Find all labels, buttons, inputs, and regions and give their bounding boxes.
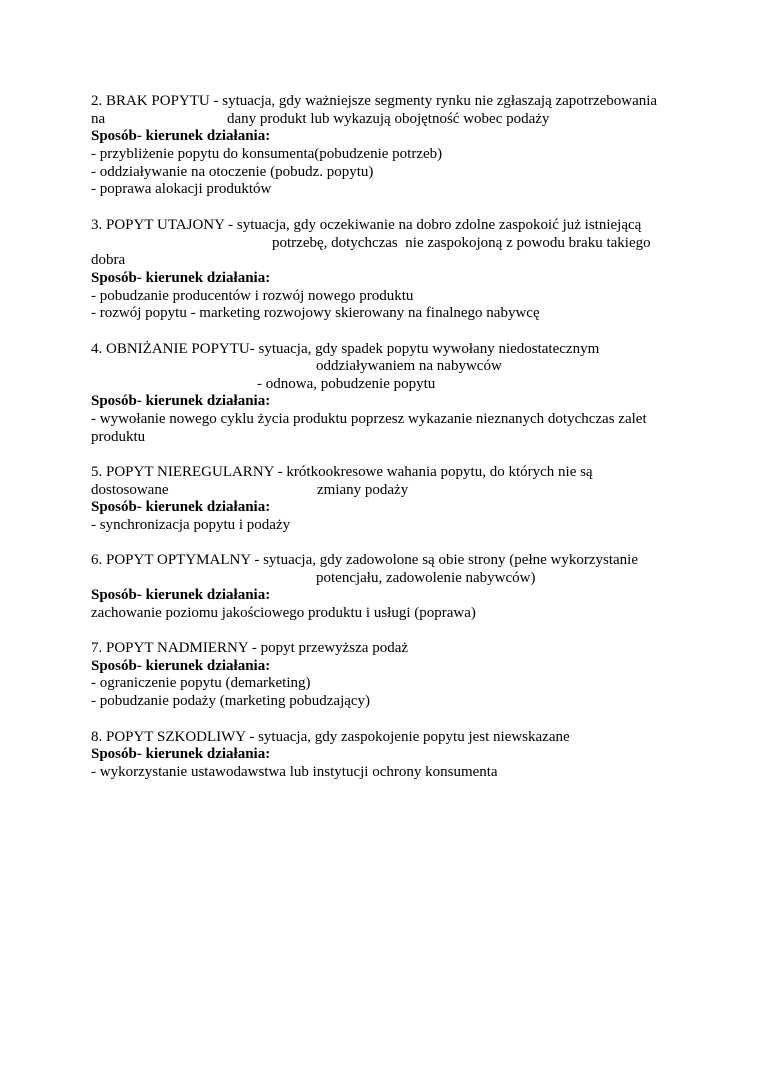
section-3-heading: 3. POPYT UTAJONY - sytuacja, gdy oczekiwanie na dobro zdolne zaspokoić już istniejącą (91, 217, 642, 233)
list-item: - pobudzanie podaży (marketing pobudzający) (91, 693, 371, 709)
section-4-method-label: Sposób- kierunek działania: (91, 393, 271, 409)
section-3-heading-cont: potrzebę, dotychczas nie zaspokojoną z powodu braku takiego (272, 235, 651, 251)
section-6-method-label: Sposób- kierunek działania: (91, 587, 271, 603)
section-6-heading-cont: potencjału, zadowolenie nabywców) (316, 570, 536, 586)
section-2-method-label: Sposób- kierunek działania: (91, 128, 271, 144)
section-3-heading-cont: dobra (91, 252, 126, 268)
list-item: - pobudzanie producentów i rozwój nowego produktu (91, 288, 414, 304)
section-4-heading-cont: oddziaływaniem na nabywców (316, 358, 502, 374)
section-6-heading: 6. POPYT OPTYMALNY - sytuacja, gdy zadowolone są obie strony (pełne wykorzystanie (91, 552, 638, 568)
section-3-method-label: Sposób- kierunek działania: (91, 270, 271, 286)
list-item: - oddziaływanie na otoczenie (pobudz. popytu) (91, 164, 374, 180)
list-item: - synchronizacja popytu i podaży (91, 517, 291, 533)
section-2-heading: 2. BRAK POPYTU - sytuacja, gdy ważniejsze segmenty rynku nie zgłaszają zapotrzebowania (91, 93, 658, 109)
section-2-heading-cont: dany produkt lub wykazują obojętność wobec podaży (227, 111, 550, 127)
section-5-heading-cont: zmiany podaży (317, 482, 409, 498)
section-8-heading: 8. POPYT SZKODLIWY - sytuacja, gdy zaspokojenie popytu jest niewskazane (91, 729, 570, 745)
section-4-heading: 4. OBNIŻANIE POPYTU- sytuacja, gdy spadek popytu wywołany niedostatecznym (91, 341, 600, 357)
section-5-heading: 5. POPYT NIEREGULARNY - krótkookresowe wahania popytu, do których nie są (91, 464, 593, 480)
section-8-method-label: Sposób- kierunek działania: (91, 746, 271, 762)
section-7-heading: 7. POPYT NADMIERNY - popyt przewyższa podaż (91, 640, 409, 656)
list-item: - wywołanie nowego cyklu życia produktu poprzesz wykazanie nieznanych dotychczas zalet (91, 411, 647, 427)
section-2-heading-cont: na (91, 111, 106, 127)
list-item: - wykorzystanie ustawodawstwa lub instytucji ochrony konsumenta (91, 764, 498, 780)
list-item: - ograniczenie popytu (demarketing) (91, 675, 311, 691)
list-item: - rozwój popytu - marketing rozwojowy skierowany na finalnego nabywcę (91, 305, 540, 321)
section-7-method-label: Sposób- kierunek działania: (91, 658, 271, 674)
list-item: - poprawa alokacji produktów (91, 181, 272, 197)
section-4-heading-cont: - odnowa, pobudzenie popytu (257, 376, 436, 392)
section-5-heading-cont: dostosowane (91, 482, 169, 498)
list-item: zachowanie poziomu jakościowego produktu i usługi (poprawa) (91, 605, 476, 621)
list-item: - przybliżenie popytu do konsumenta(pobudzenie potrzeb) (91, 146, 443, 162)
list-item: produktu (91, 429, 146, 445)
section-5-method-label: Sposób- kierunek działania: (91, 499, 271, 515)
